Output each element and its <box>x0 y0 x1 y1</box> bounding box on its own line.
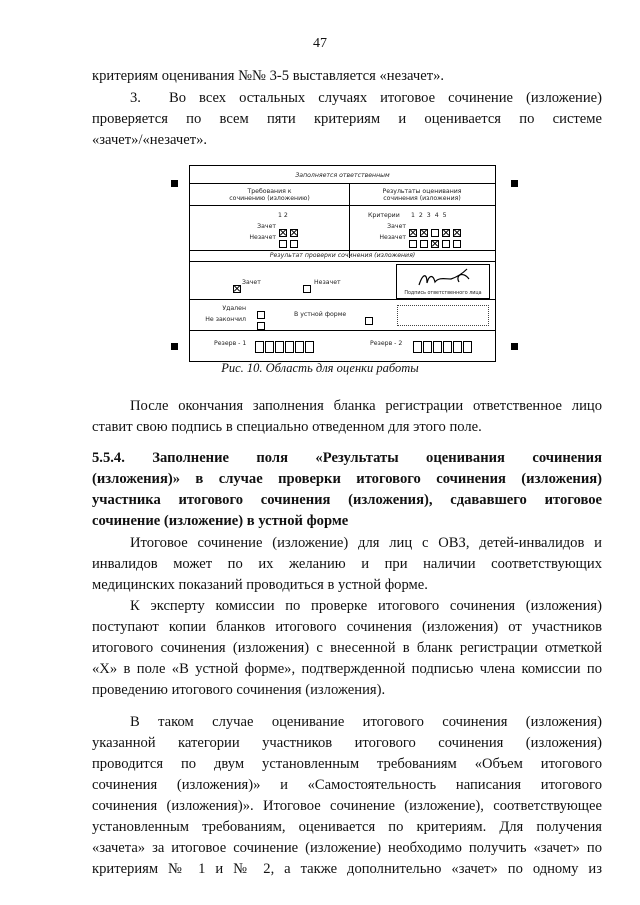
text-line: проверяется по всем пяти критериям и оценивается по системе <box>92 111 602 127</box>
checkbox[interactable] <box>279 240 287 248</box>
corner-marker <box>511 180 518 187</box>
evaluation-form <box>189 165 496 362</box>
checkbox[interactable] <box>431 240 439 248</box>
checkbox[interactable] <box>290 240 298 248</box>
text-line: сочинения (изложения)» и «Самостоятельность написания итогового <box>92 777 602 793</box>
corner-marker <box>511 343 518 350</box>
section-heading: сочинение (изложение) в устной форме <box>92 513 349 529</box>
text-line: проводится по двум установленным требованиям «Объем итогового <box>92 756 602 772</box>
nezachet-label: Незачет <box>379 234 406 241</box>
signature-caption: Подпись ответственного лица <box>404 291 482 296</box>
text-line: инвалидов может по их желанию и при наличии соответствующих <box>92 556 602 572</box>
section-heading: 5.5.4. Заполнение поля «Результаты оценивания сочинения <box>92 450 602 466</box>
oral-form-checkbox[interactable] <box>362 310 373 329</box>
text-line: В таком случае оценивание итогового сочинения (изложения) <box>130 714 602 730</box>
zachet-label: Зачет <box>387 223 406 230</box>
form-header: Заполняется ответственным <box>295 172 390 179</box>
checkbox[interactable] <box>409 240 417 248</box>
text-line: «X» в поле «В устной форме», подтвержденной подписью члена комиссии по <box>92 661 602 677</box>
text-line: «зачета» за итоговое сочинение (изложение) необходимо получить «зачет» по <box>92 840 602 856</box>
oral-signature-box[interactable] <box>397 305 489 326</box>
oral-form-label: В устной форме <box>294 311 347 318</box>
text-line: установленным требованиям, оценивается по критериям. Для получения <box>92 819 602 835</box>
text-line: После окончания заполнения бланка регистрации ответственное лицо <box>130 398 602 414</box>
text-line: критериям оценивания №№ 3-5 выставляется «незачет». <box>92 68 445 84</box>
result-header: Результат проверки сочинения (изложения) <box>269 252 416 259</box>
criteria-numbers: 1 2 3 4 5 <box>411 212 447 219</box>
reserve-1-label: Резерв - 1 <box>214 340 247 347</box>
text-line: медицинских показаний проводиться в устной форме. <box>92 577 428 593</box>
section-heading: (изложения)» в случае проверки итогового сочинения (изложения) <box>92 471 602 487</box>
result-nezachet-checkbox[interactable] <box>300 278 311 297</box>
text-line: Итоговое сочинение (изложение) для лиц с ОВЗ, детей-инвалидов и <box>130 535 602 551</box>
results-title: сочинения (изложения) <box>383 195 461 202</box>
ne-zakonchil-checkbox[interactable] <box>254 315 265 334</box>
requirement-numbers: 1 2 <box>278 212 288 219</box>
udalen-label: Удален <box>222 305 246 312</box>
checkbox[interactable] <box>453 240 461 248</box>
result-nezachet-label: Незачет <box>314 279 341 286</box>
criteria-label: Критерии <box>368 212 400 219</box>
text-line: Во всех остальных случаях итоговое сочинение (изложение) <box>169 90 602 106</box>
checkbox[interactable] <box>420 240 428 248</box>
reserve-2-label: Резерв - 2 <box>370 340 403 347</box>
text-line: К эксперту комиссии по проверке итогового сочинения (изложения) <box>130 598 602 614</box>
result-zachet-checkbox[interactable] <box>230 278 241 297</box>
figure-caption: Рис. 10. Область для оценки работы <box>221 361 419 375</box>
text-line: критериям № 1 и № 2, а также дополнительно «зачет» по одному из <box>92 861 602 877</box>
text-line: указанной категории участников итогового сочинения (изложения) <box>92 735 602 751</box>
text-line: сочинения (изложения)». Итоговое сочинение (изложение), соответствующее <box>92 798 602 814</box>
requirements-title: Требования к <box>247 188 292 195</box>
section-heading: участника итогового сочинения (изложения), сдававшего итоговое <box>92 492 602 508</box>
results-title: Результаты оценивания <box>382 188 462 195</box>
nezachet-label: Незачет <box>249 234 276 241</box>
result-zachet-label: Зачет <box>242 279 261 286</box>
page-number: 47 <box>313 36 327 51</box>
text-line: поступают копии бланков итогового сочинения (изложения) от участников <box>92 619 602 635</box>
list-number: 3. <box>130 90 141 106</box>
signature-mark <box>397 265 489 291</box>
signature-box[interactable] <box>396 264 490 299</box>
text-line: ставит свою подпись в специально отведенном для этого поле. <box>92 419 482 435</box>
corner-marker <box>171 180 178 187</box>
zachet-label: Зачет <box>257 223 276 230</box>
text-line: итогового сочинения (изложения) с внесенной в бланк регистрации отметкой <box>92 640 602 656</box>
text-line: проведению итогового сочинения (изложения). <box>92 682 386 698</box>
ne-zakonchil-label: Не закончил <box>205 316 246 323</box>
corner-marker <box>171 343 178 350</box>
text-line: «зачет»/«незачет». <box>92 132 208 148</box>
checkbox[interactable] <box>442 240 450 248</box>
requirements-title: сочинению (изложению) <box>229 195 310 202</box>
reserve-1-field[interactable] <box>254 336 314 355</box>
reserve-2-field[interactable] <box>412 336 472 355</box>
